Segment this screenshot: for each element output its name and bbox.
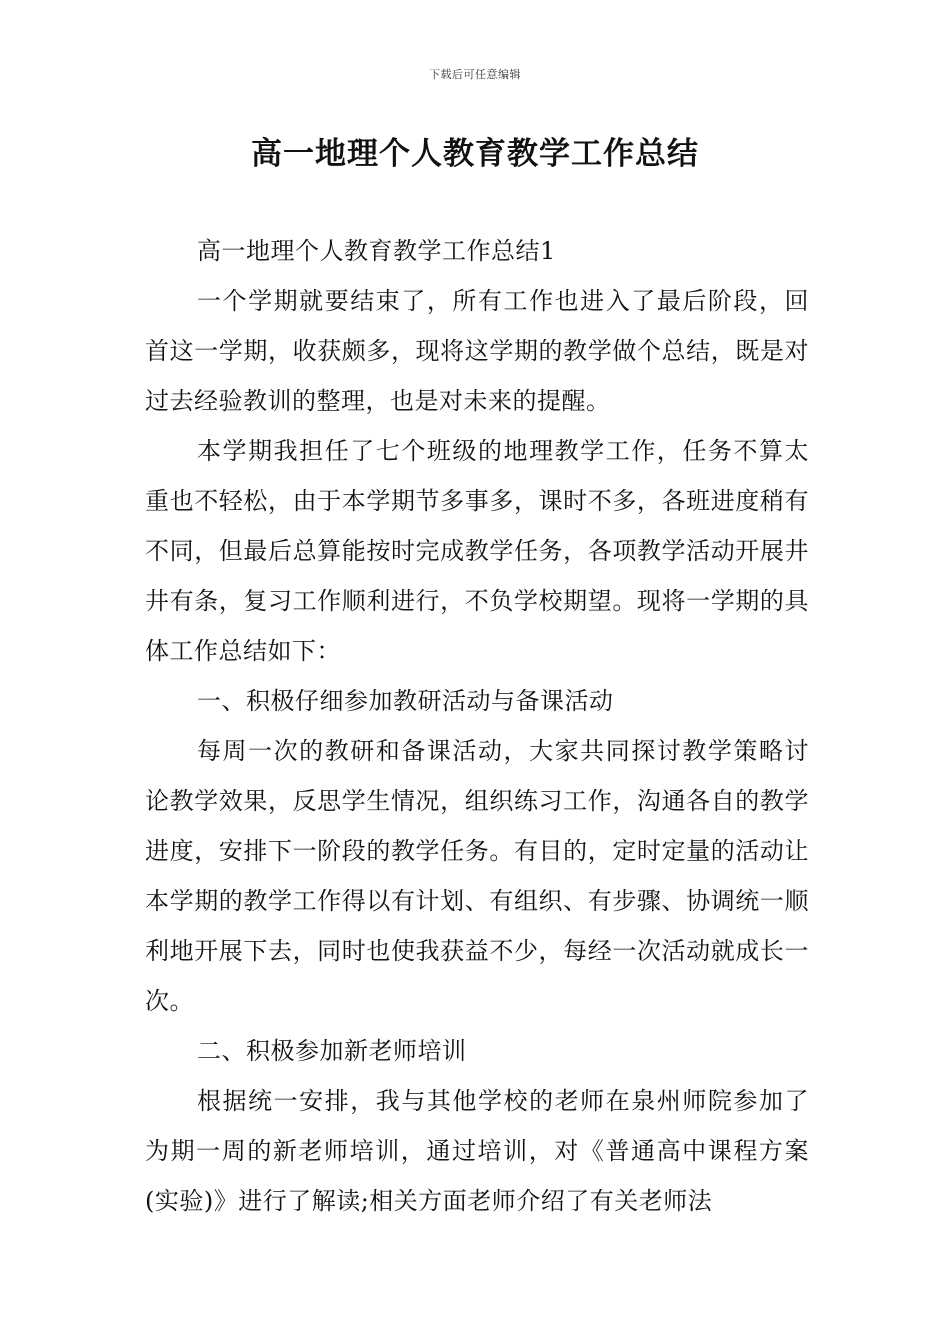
document-title: 高一地理个人教育教学工作总结 <box>251 136 699 172</box>
paragraph: 根据统一安排，我与其他学校的老师在泉州师院参加了为期一周的新老师培训，通过培训，对《普通高中课程方案(实验)》进行了解读;相关方面老师介绍了有关老师法 <box>145 1087 809 1215</box>
paragraph: 本学期我担任了七个班级的地理教学工作，任务不算太重也不轻松，由于本学期节多事多，课时不多，各班进度稍有不同，但最后总算能按时完成教学任务，各项教学活动开展井井有条，复习工作顺利进行，不负学校期望。现将一学期的具体工作总结如下： <box>145 437 809 665</box>
paragraph: 每周一次的教研和备课活动，大家共同探讨教学策略讨论教学效果，反思学生情况，组织练习工作，沟通各自的教学进度，安排下一阶段的教学任务。有目的，定时定量的活动让本学期的教学工作得以有计划、有组织、有步骤、协调统一顺利地开展下去，同时也使我获益不少，每经一次活动就成长一次。 <box>145 737 809 1015</box>
header-note: 下载后可任意编辑 <box>429 68 521 81</box>
paragraph: 一个学期就要结束了，所有工作也进入了最后阶段，回首这一学期，收获颇多，现将这学期的教学做个总结，既是对过去经验教训的整理，也是对未来的提醒。 <box>145 287 809 415</box>
document-body <box>145 226 809 1226</box>
section-heading: 高一地理个人教育教学工作总结1 <box>197 237 556 265</box>
section-heading: 二、积极参加新老师培训 <box>197 1037 467 1065</box>
section-heading: 一、积极仔细参加教研活动与备课活动 <box>197 687 614 715</box>
